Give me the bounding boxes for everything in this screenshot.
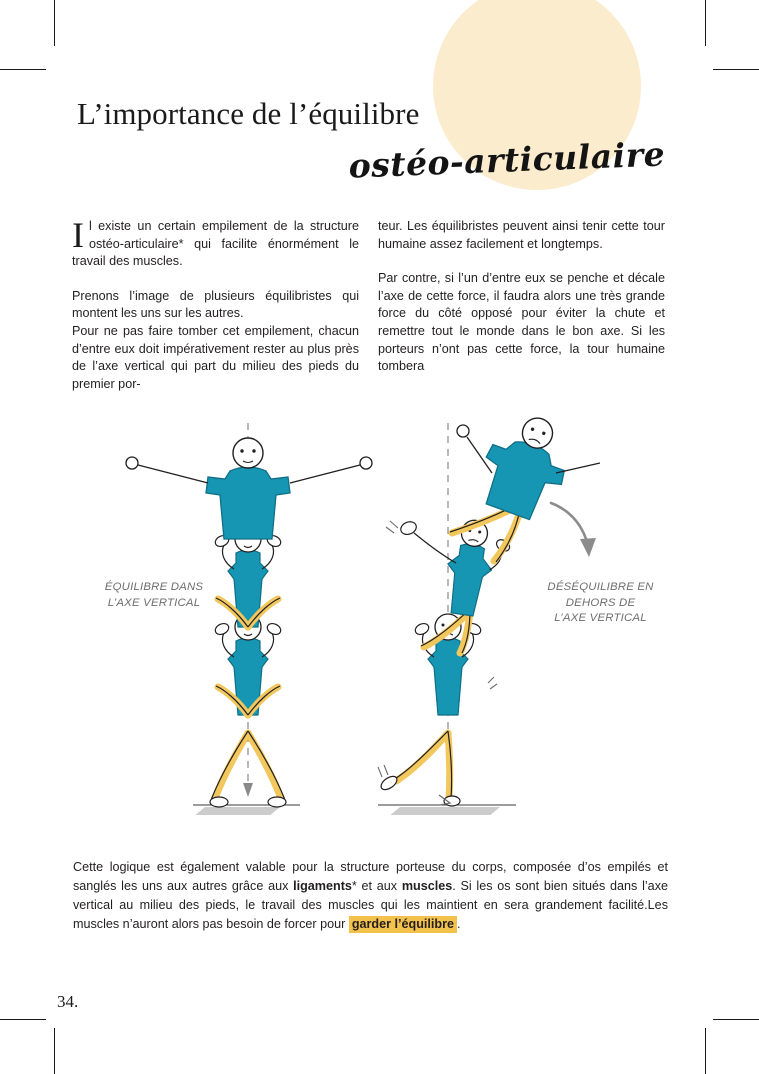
left-base-foot-right: [268, 797, 286, 807]
left-ground-shadow: [193, 807, 280, 815]
right-acrobat-2-arm-left: [411, 533, 460, 563]
left-base-foot-left: [210, 797, 228, 807]
crop-mark-bottom-left-vertical: [54, 1028, 55, 1074]
right-acrobat-top-arm-right: [556, 463, 600, 473]
title-script-text: ostéo-articulaire: [347, 134, 666, 186]
left-acrobat-top-arm-right: [290, 465, 360, 483]
caption-left-line-2: L’AXE VERTICAL: [107, 596, 201, 609]
body-columns: [72, 215, 668, 393]
left-acrobat-top-eye-right: [252, 449, 255, 452]
closing-bold-muscles: muscles: [401, 878, 453, 893]
left-acrobat-3-arm-left: [222, 633, 234, 657]
closing-part-2: * et aux: [351, 878, 402, 893]
crop-mark-bottom-right-vertical: [705, 1028, 706, 1074]
body-column-right: [378, 218, 665, 393]
caption-left: [74, 580, 234, 611]
right-paragraph-2: Par contre, si l’un d’entre eux se penche et décale l’axe de cette force, il faudra alors une très grande force du côté opposé pour éviter la chute et remettre tout le monde dans le bon axe. Si les porteurs n’ont pas cette force, la tour humaine tombera: [378, 271, 665, 374]
right-acrobat-top-pole-left: [457, 425, 469, 437]
caption-left-line-1: ÉQUILIBRE DANS: [104, 581, 204, 593]
closing-part-1: Cette logique est également valable pour la structure porteuse du corps, composée d’os empilés et sanglés les uns aux autres grâce aux: [73, 859, 668, 893]
left-acrobat-top-shirt: [206, 467, 290, 539]
right-acrobat-3-eye-left: [442, 624, 445, 627]
fall-direction-arrowhead: [580, 538, 596, 557]
caption-right-line-2: DEHORS DE: [565, 596, 636, 609]
right-paragraph-1: teur. Les équilibristes peuvent ainsi tenir cette tour humaine assez facilement et longtemps.: [378, 219, 665, 251]
right-acrobat-3-motion-lines: [488, 677, 497, 689]
title-main-text: L’importance de l’équilibre: [77, 96, 420, 131]
left-axis-arrowhead: [243, 783, 253, 797]
left-acrobat-top-eye-left: [240, 449, 243, 452]
crop-mark-top-right-vertical: [705, 0, 706, 46]
crop-mark-top-right-horizontal: [713, 69, 759, 70]
left-acrobat-top: [126, 438, 372, 539]
caption-right-line-1: DÉSÉQUILIBRE EN: [547, 581, 654, 593]
caption-right: [518, 580, 683, 627]
left-paragraph-3: Pour ne pas faire tomber cet empilement, chacun d’entre eux doit impérativement rester au plus près de l’axe vertical qui part du milieu des pieds du premier por-: [72, 323, 359, 391]
left-acrobat-2-arm-left: [222, 545, 234, 569]
left-acrobat-3-hand-right: [266, 622, 283, 637]
page-title: [77, 96, 677, 186]
left-acrobat-2: [214, 526, 283, 627]
left-acrobat-3-arm-right: [262, 633, 274, 657]
page-number: 34.: [57, 992, 79, 1011]
right-acrobat-2-shirt: [441, 541, 494, 617]
crop-mark-top-left-horizontal: [0, 69, 46, 70]
left-acrobat-top-head: [233, 438, 263, 468]
left-acrobat-top-arm-left: [138, 465, 208, 483]
fall-direction-arrow-curve: [551, 503, 588, 545]
closing-bold-ligaments: ligaments: [293, 878, 352, 893]
closing-highlight: garder l’équilibre: [349, 916, 457, 933]
closing-part-4: .: [457, 916, 461, 931]
crop-mark-top-left-vertical: [54, 0, 55, 46]
right-ground-shadow: [388, 807, 500, 815]
right-acrobat-2: [388, 510, 514, 620]
caption-right-line-3: L’AXE VERTICAL: [554, 612, 647, 624]
closing-part-3: . Si les os sont bien situés dans l’axe vertical au milieu des pieds, le travail des muscles qui les maintient en sera grandement facilité.Les muscles n’auront alors pas besoin de forcer pour: [73, 878, 668, 931]
left-base-leg-left-fill: [214, 733, 248, 801]
crop-mark-bottom-right-horizontal: [713, 1019, 759, 1020]
right-base-motion-lines: [378, 765, 388, 777]
left-acrobat-top-pole-right: [360, 457, 372, 469]
left-paragraph-2: Prenons l’image de plusieurs équilibristes qui montent les uns sur les autres.: [72, 288, 359, 321]
closing-paragraph: [73, 858, 668, 934]
right-acrobat-3-hand-left: [414, 622, 431, 637]
right-acrobat-2-motion-lines: [386, 521, 398, 533]
left-paragraph-1-text: l existe un certain empilement de la structure ostéo-articulaire* qui facilite énormément le travail des muscles.: [72, 219, 359, 269]
left-tower-group: [126, 423, 372, 815]
crop-mark-bottom-left-horizontal: [0, 1019, 46, 1020]
body-column-left: [72, 215, 359, 393]
left-acrobat-3-hand-left: [214, 622, 231, 637]
drop-cap: I: [72, 215, 84, 255]
left-base-leg-right-fill: [248, 733, 282, 801]
left-acrobat-top-pole-left: [126, 457, 138, 469]
left-acrobat-2-arm-right: [262, 545, 274, 569]
left-paragraph-1: [72, 215, 359, 271]
right-acrobat-top-shirt: [471, 431, 571, 526]
